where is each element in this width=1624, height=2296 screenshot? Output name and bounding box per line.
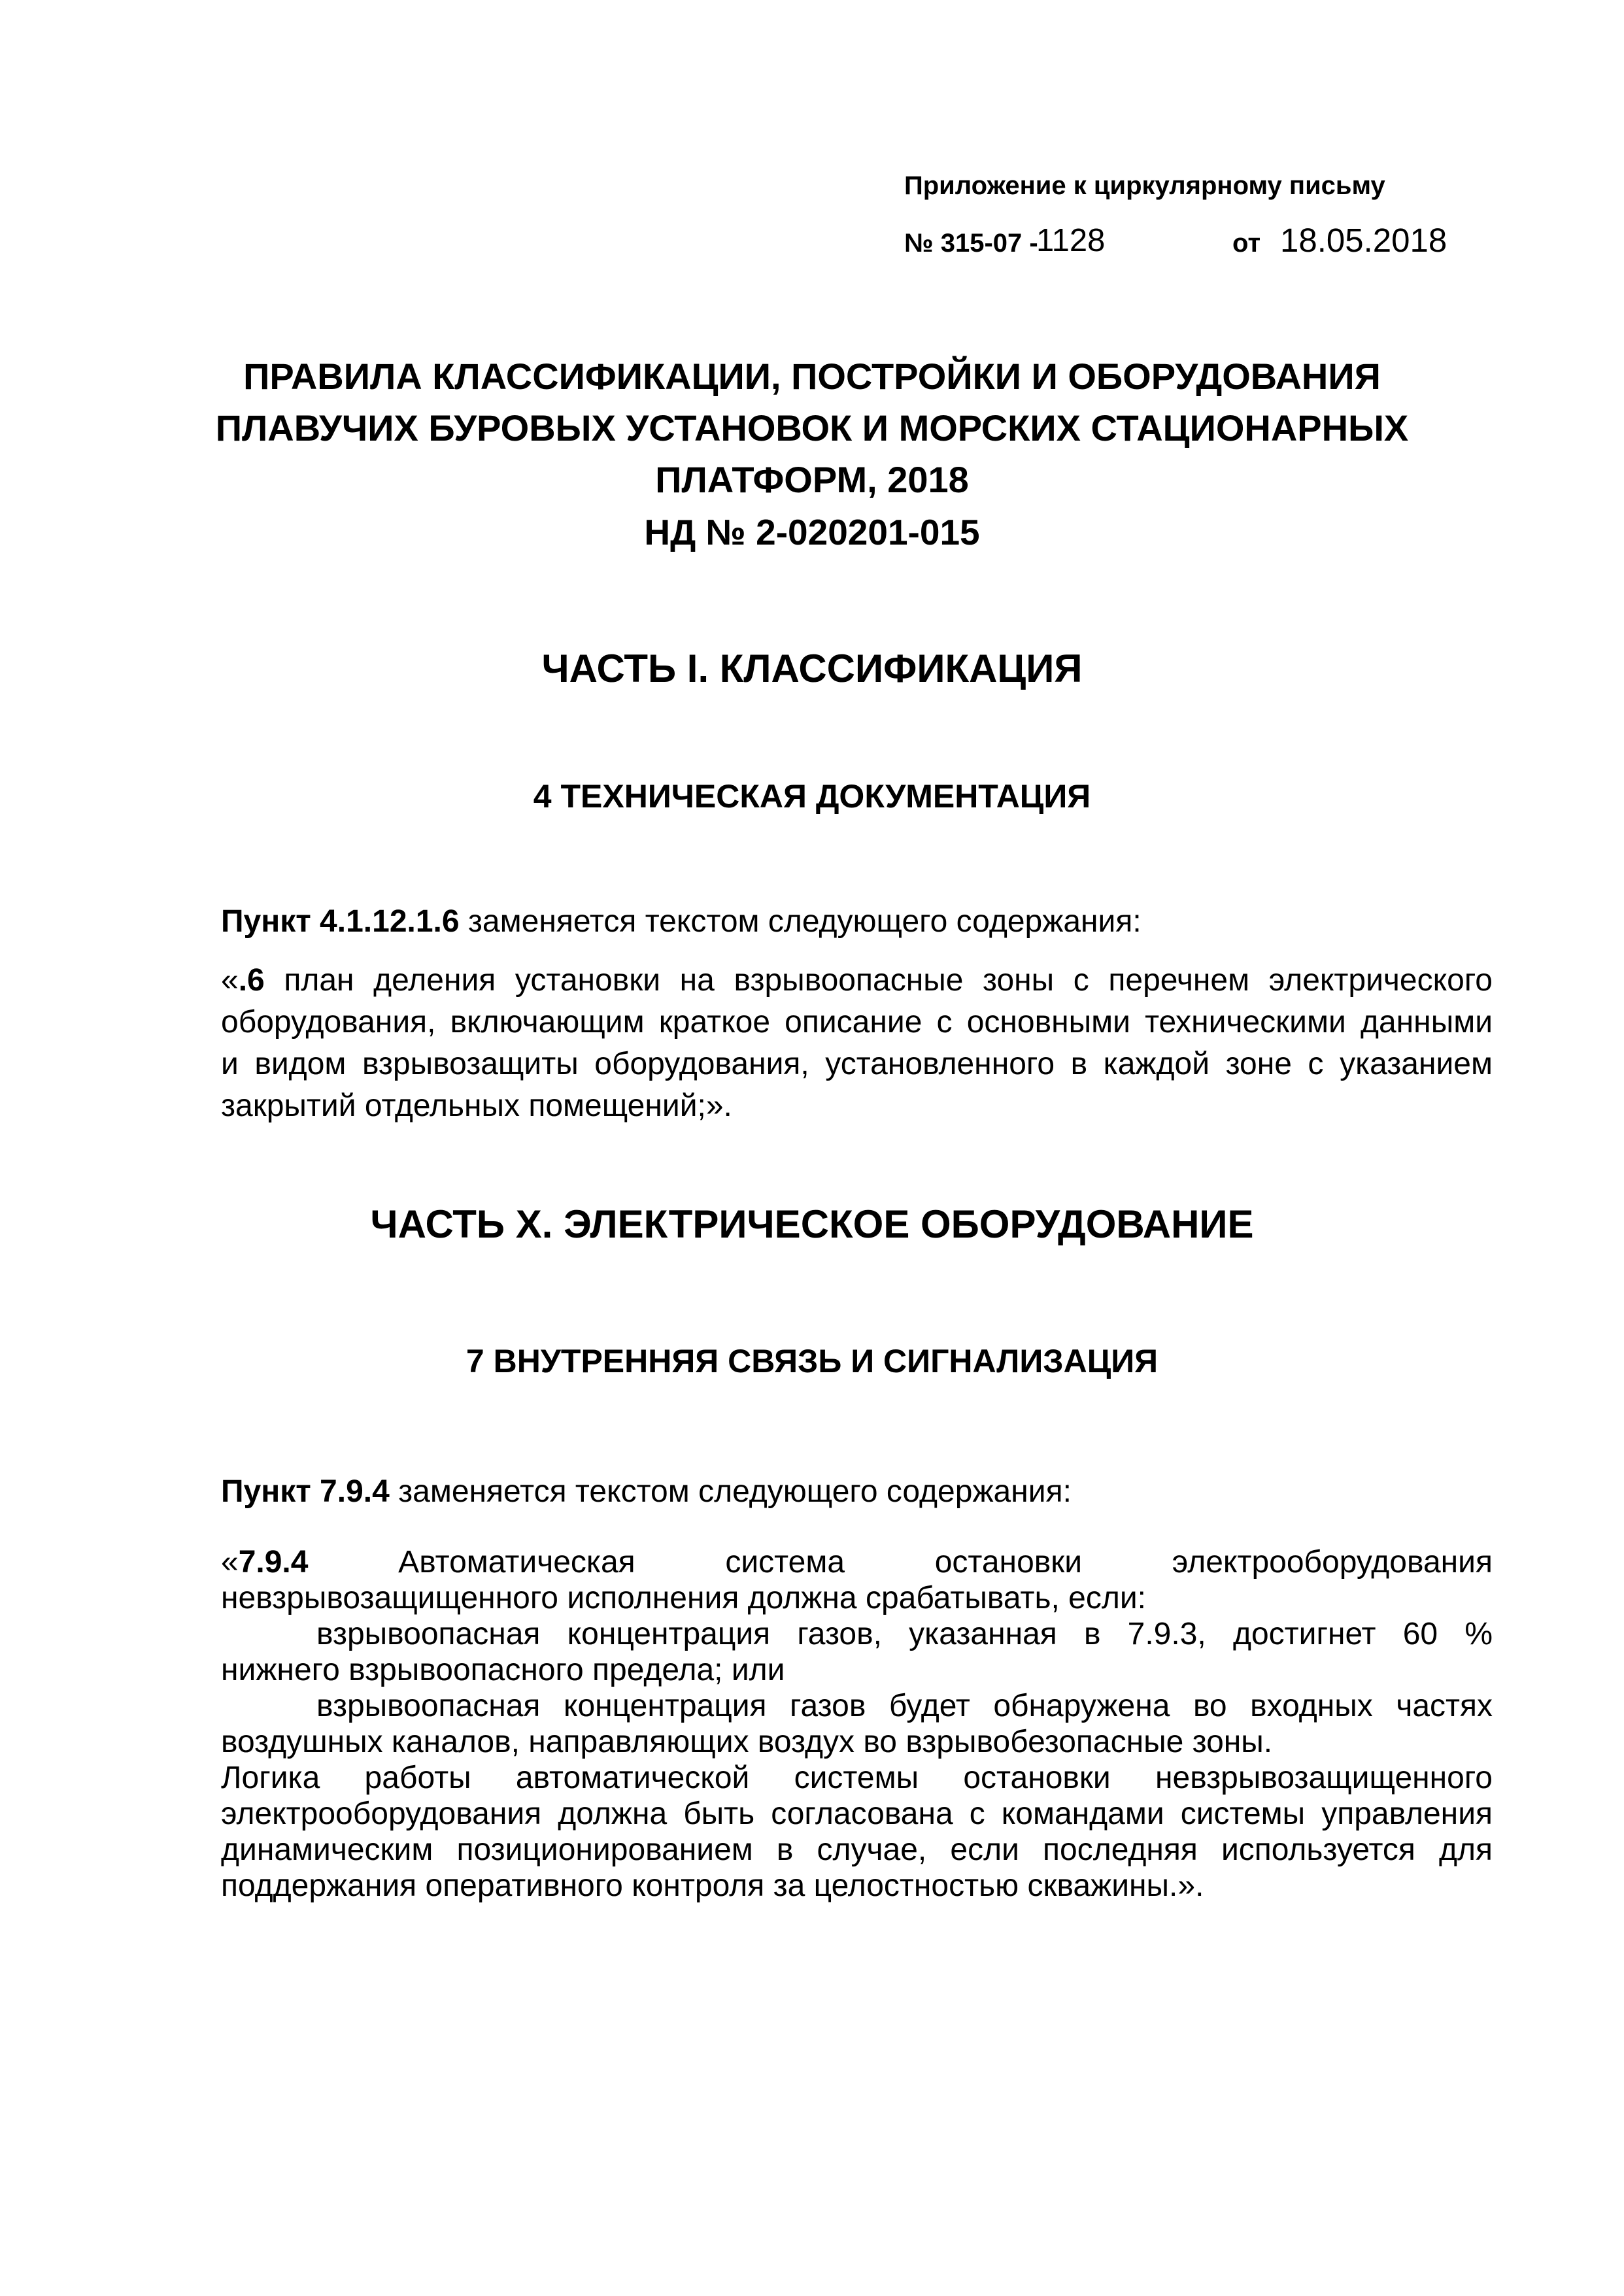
paragraph-4-1-12-1-6-text bbox=[221, 960, 1493, 1127]
text-line: динамическим позиционированием в случае, если последняя используется для bbox=[221, 1832, 1493, 1867]
intro-text: заменяется текстом следующего содержания: bbox=[389, 1474, 1072, 1509]
word: система bbox=[725, 1545, 845, 1579]
nd-number: НД № 2-020201-015 bbox=[644, 512, 980, 552]
text-line bbox=[221, 1544, 1493, 1580]
letter-date-label: от bbox=[1232, 229, 1261, 258]
text-line: оборудования, включающим краткое описание с основными техническими данными bbox=[221, 1005, 1493, 1039]
quote-open: « bbox=[221, 1545, 239, 1579]
word: электрооборудования bbox=[1172, 1545, 1493, 1579]
text-line: поддержания оперативного контроля за целостностью скважины.». bbox=[221, 1868, 1204, 1903]
circular-letter-title: Приложение к циркулярному письму bbox=[904, 171, 1385, 200]
text-line: взрывоопасная концентрация газов, указанная в 7.9.3, достигнет 60 % bbox=[316, 1617, 1493, 1651]
subclause-number: 7.9.4 bbox=[238, 1545, 309, 1579]
document-title-line: ПЛАТФОРМ, 2018 bbox=[655, 459, 969, 500]
text-line: Логика работы автоматической системы остановки невзрывозащищенного bbox=[221, 1761, 1493, 1795]
document-title-line: ПЛАВУЧИХ БУРОВЫХ УСТАНОВОК И МОРСКИХ СТАЦИОНАРНЫХ bbox=[215, 407, 1409, 448]
text-line bbox=[221, 960, 1493, 1002]
section-7-heading: 7 ВНУТРЕННЯЯ СВЯЗЬ И СИГНАЛИЗАЦИЯ bbox=[465, 1343, 1159, 1379]
paragraph-7-9-4-text bbox=[221, 1544, 1493, 1904]
intro-text: заменяется текстом следующего содержания: bbox=[459, 904, 1142, 939]
part-10-heading: ЧАСТЬ X. ЭЛЕКТРИЧЕСКОЕ ОБОРУДОВАНИЕ bbox=[370, 1202, 1254, 1246]
text-line: и видом взрывозащиты оборудования, установленного в каждой зоне с указанием bbox=[221, 1047, 1493, 1081]
quote-open: « bbox=[221, 963, 239, 998]
letter-date-value: 18.05.2018 bbox=[1280, 222, 1447, 259]
letter-number-label: № 315-07 - bbox=[904, 229, 1038, 258]
paragraph-7-9-4-intro bbox=[221, 1474, 1493, 1510]
subclause-number: .6 bbox=[238, 963, 265, 998]
document-title-line: ПРАВИЛА КЛАССИФИКАЦИИ, ПОСТРОЙКИ И ОБОРУДОВАНИЯ bbox=[243, 356, 1381, 397]
document-title bbox=[0, 350, 1624, 505]
part-1-heading: ЧАСТЬ I. КЛАССИФИКАЦИЯ bbox=[541, 647, 1083, 690]
clause-reference: Пункт 7.9.4 bbox=[221, 1474, 390, 1509]
text-line: воздушных каналов, направляющих воздух во взрывобезопасные зоны. bbox=[221, 1725, 1273, 1759]
paragraph-4-1-12-1-6-intro bbox=[221, 903, 1493, 939]
clause-reference: Пункт 4.1.12.1.6 bbox=[221, 904, 460, 939]
text-line: невзрывозащищенного исполнения должна срабатывать, если: bbox=[221, 1581, 1146, 1615]
letter-number-value: 1128 bbox=[1036, 223, 1106, 258]
word: остановки bbox=[934, 1545, 1083, 1579]
word: Автоматическая bbox=[398, 1545, 635, 1579]
text-line: нижнего взрывоопасного предела; или bbox=[221, 1653, 785, 1687]
section-4-heading: 4 ТЕХНИЧЕСКАЯ ДОКУМЕНТАЦИЯ bbox=[533, 778, 1091, 815]
line-text: план деления установки на взрывоопасные зоны с перечнем электрического bbox=[264, 963, 1493, 998]
text-line: закрытий отдельных помещений;». bbox=[221, 1089, 732, 1123]
clause-start bbox=[221, 1544, 308, 1580]
text-line: взрывоопасная концентрация газов будет обнаружена во входных частях bbox=[316, 1689, 1493, 1723]
text-line: электрооборудования должна быть согласована с командами системы управления bbox=[221, 1797, 1493, 1831]
